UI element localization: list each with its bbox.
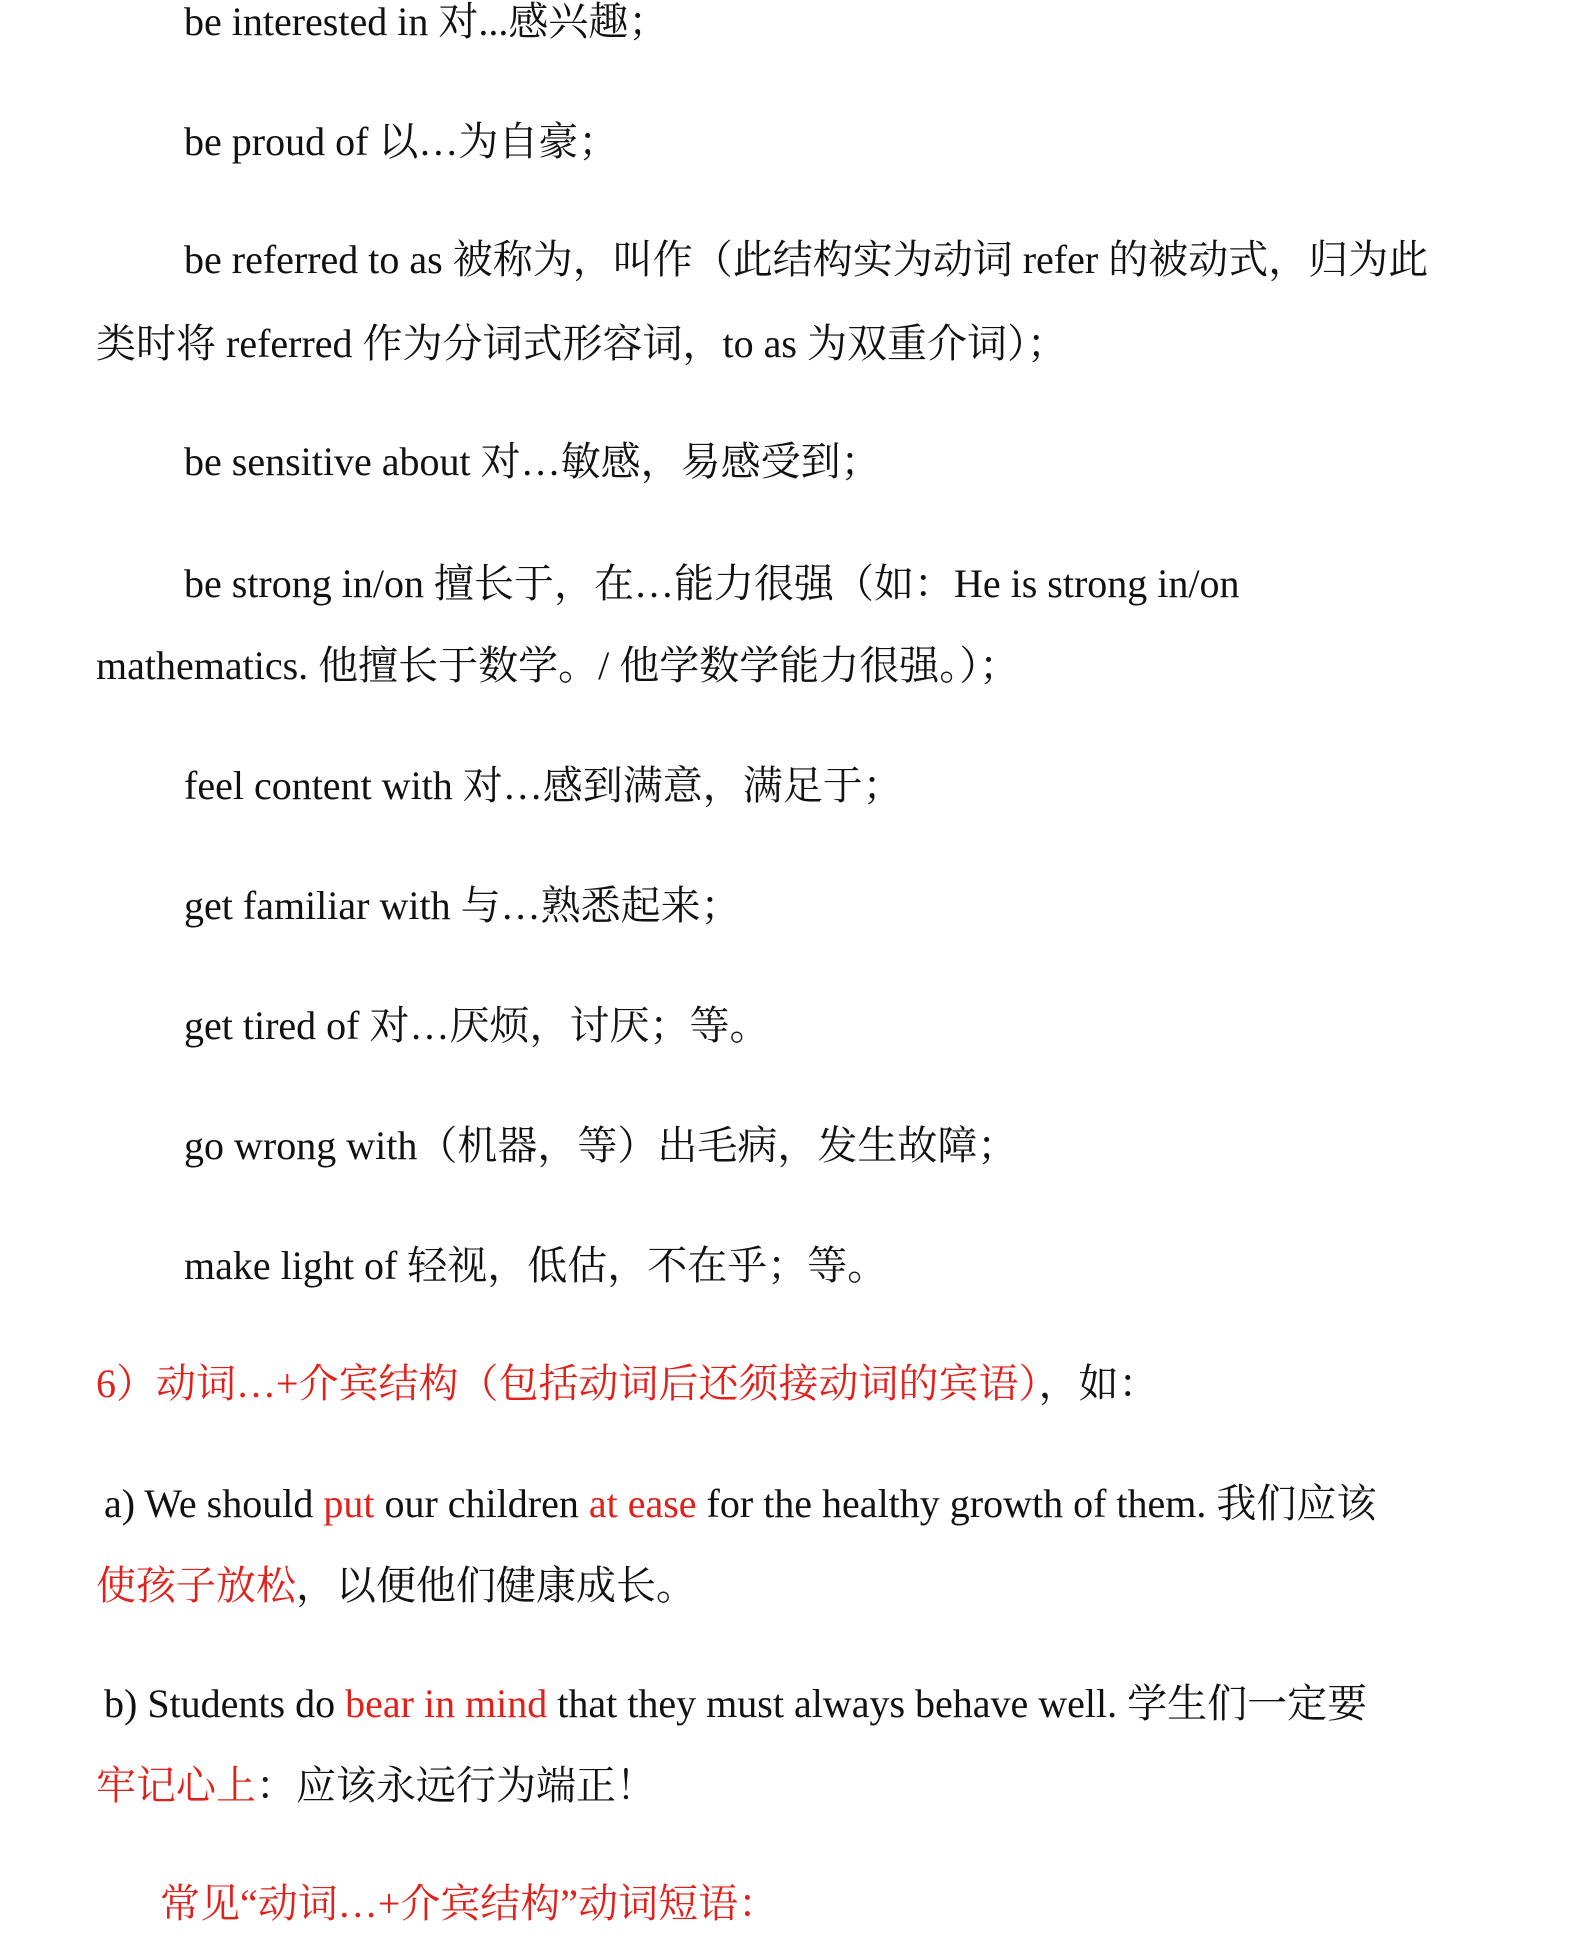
entry-be-sensitive-about: be sensitive about 对…敏感，易感受到； bbox=[184, 439, 881, 484]
example-b-continued bbox=[96, 1758, 1516, 1814]
entry-be-strong-in-on-continued: mathematics. 他擅长于数学。/ 他学数学能力很强。）； bbox=[96, 643, 1020, 688]
example-a-continued bbox=[96, 1558, 1516, 1614]
example-a-highlight-put: put bbox=[323, 1481, 375, 1526]
example-a bbox=[104, 1476, 1524, 1532]
entry-be-referred-to-as: be referred to as 被称为，叫作（此结构实为动词 refer 的被动式，归为此 bbox=[184, 237, 1429, 282]
entry-make-light-of: make light of 轻视，低估，不在乎；等。 bbox=[184, 1243, 888, 1288]
example-b-highlight-bear-in-mind: bear in mind bbox=[345, 1681, 548, 1726]
entry-go-wrong-with: go wrong with（机器，等）出毛病，发生故障； bbox=[184, 1123, 1018, 1168]
section-6-heading-suffix: ，如： bbox=[1038, 1361, 1159, 1406]
example-a-text-2: our children bbox=[374, 1481, 589, 1526]
section-6-heading bbox=[96, 1356, 1516, 1412]
example-a-highlight-chinese: 使孩子放松 bbox=[96, 1563, 296, 1608]
entry-be-interested-in: be interested in 对...感兴趣； bbox=[184, 0, 669, 44]
example-b-text-3: ：应该永远行为端正！ bbox=[256, 1763, 656, 1808]
common-phrases-heading: 常见“动词…+介宾结构”动词短语： bbox=[160, 1881, 779, 1926]
example-b-highlight-chinese: 牢记心上 bbox=[96, 1763, 256, 1808]
entry-get-familiar-with: get familiar with 与…熟悉起来； bbox=[184, 883, 741, 928]
example-a-text-3: for the healthy growth of them. 我们应该 bbox=[696, 1481, 1377, 1526]
entry-be-referred-to-as-continued: 类时将 referred 作为分词式形容词，to as 为双重介词）； bbox=[96, 321, 1067, 366]
entry-be-proud-of: be proud of 以…为自豪； bbox=[184, 119, 619, 164]
example-a-text-4: ，以便他们健康成长。 bbox=[296, 1563, 696, 1608]
section-6-heading-red: 6）动词…+介宾结构（包括动词后还须接动词的宾语） bbox=[96, 1361, 1039, 1406]
entry-be-strong-in-on: be strong in/on 擅长于，在…能力很强（如：He is strong in/on bbox=[184, 561, 1240, 606]
example-b-text-2: that they must always behave well. 学生们一定要 bbox=[547, 1681, 1368, 1726]
example-a-highlight-at-ease: at ease bbox=[588, 1481, 697, 1526]
example-b bbox=[104, 1676, 1524, 1732]
entry-feel-content-with: feel content with 对…感到满意，满足于； bbox=[184, 763, 903, 808]
entry-get-tired-of: get tired of 对…厌烦，讨厌；等。 bbox=[184, 1003, 770, 1048]
example-b-text-1: b) Students do bbox=[104, 1681, 346, 1726]
example-a-text-1: a) We should bbox=[104, 1481, 324, 1526]
